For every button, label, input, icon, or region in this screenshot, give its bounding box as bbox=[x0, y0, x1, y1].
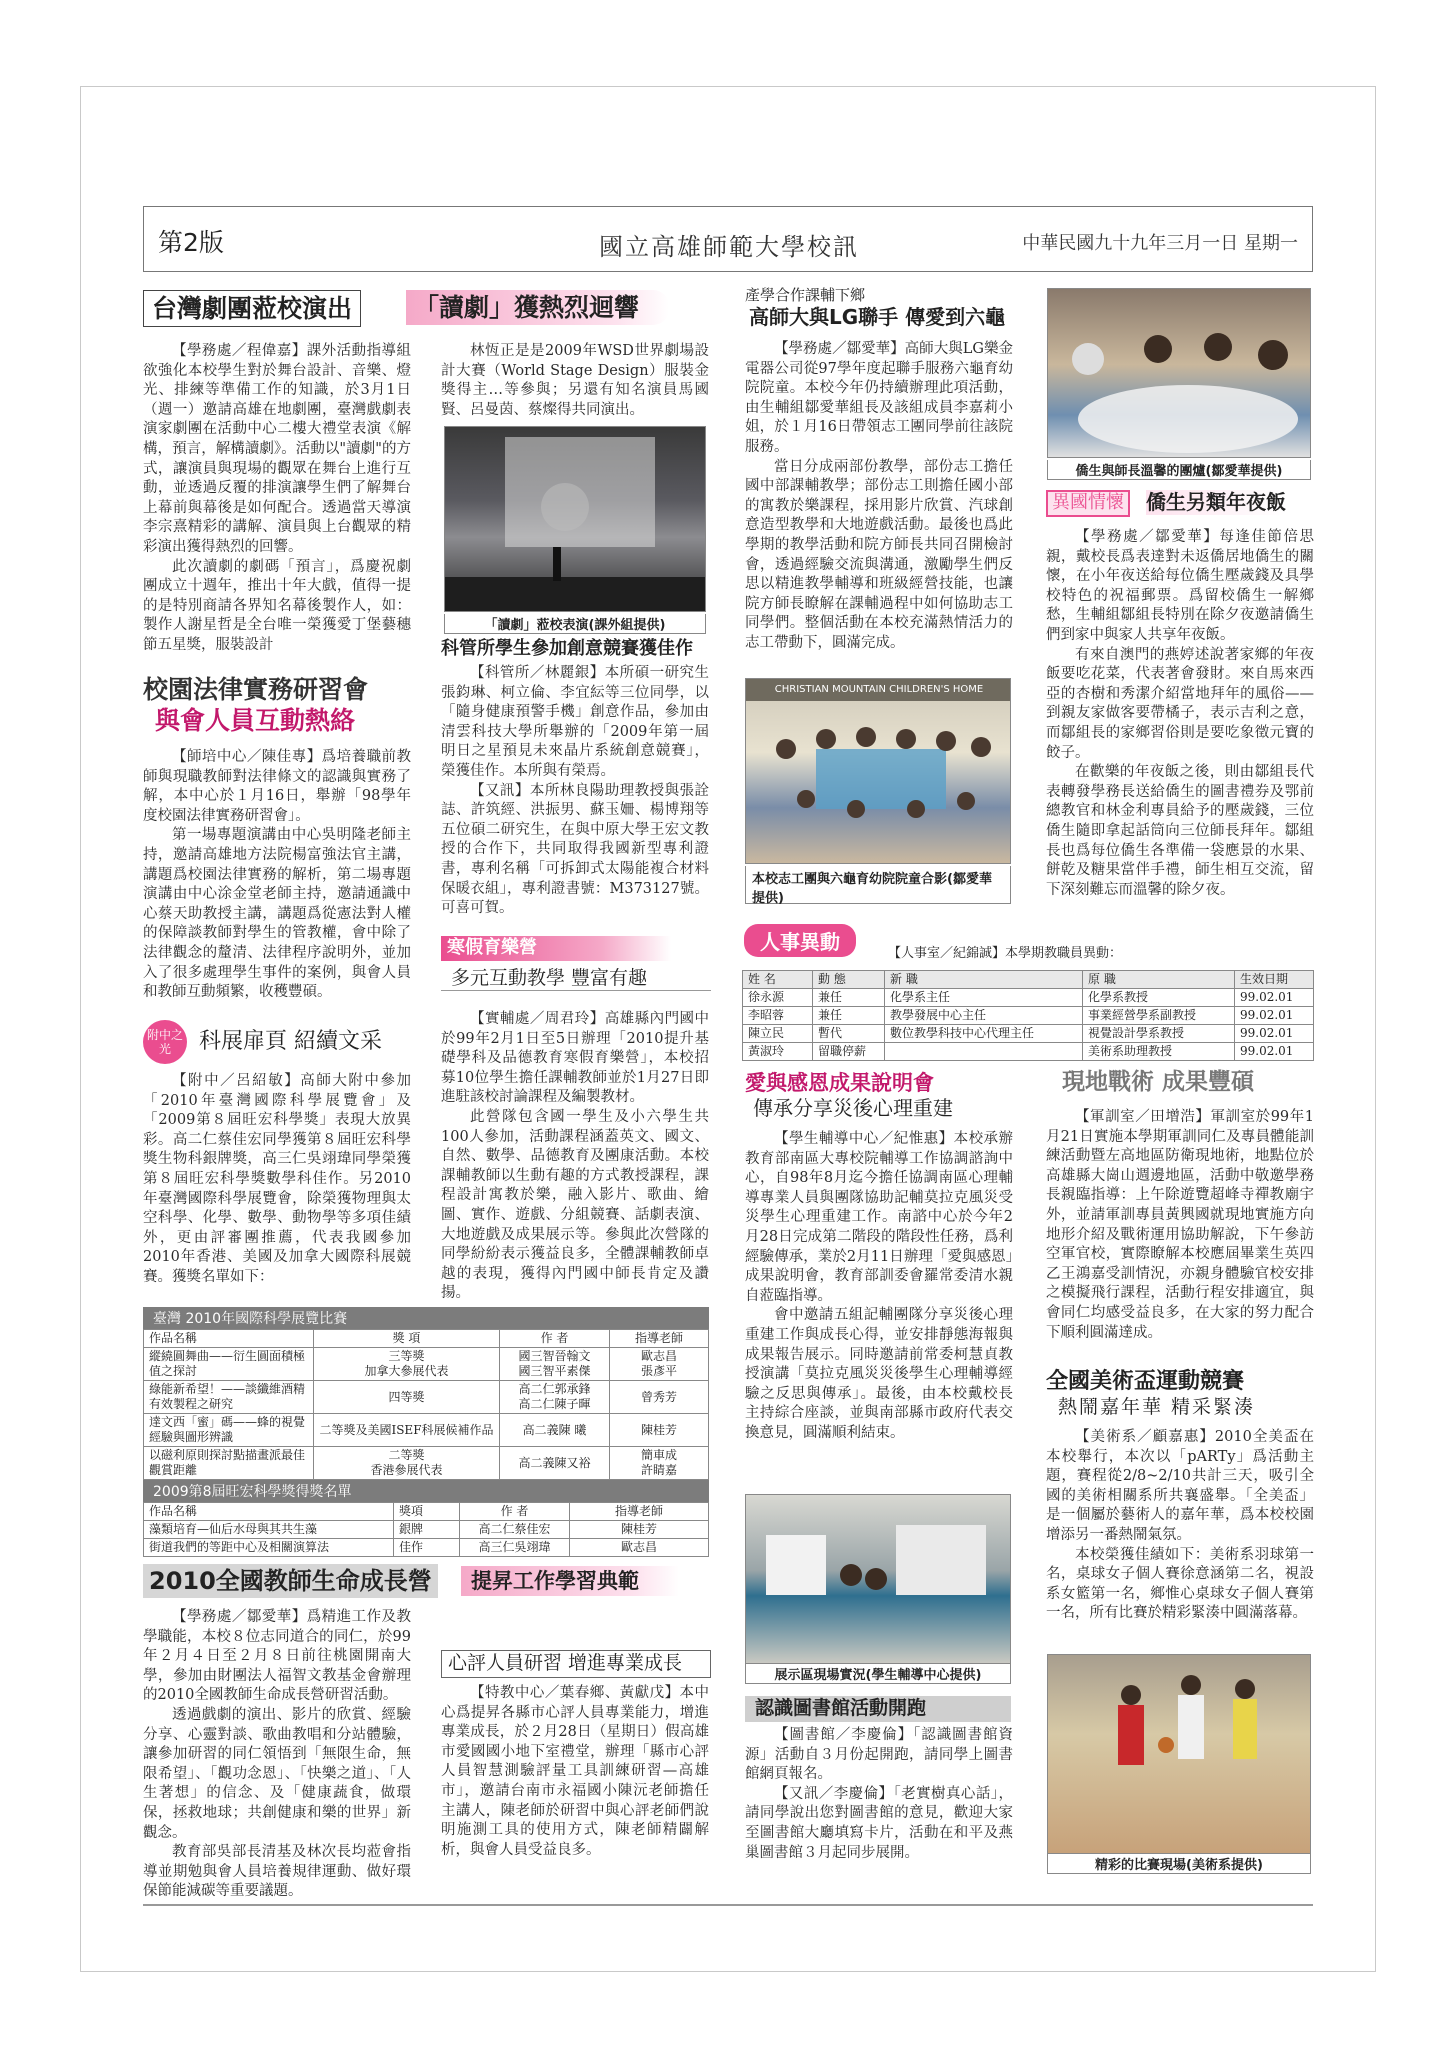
personnel-table bbox=[742, 970, 1314, 1061]
table-cell: 美術系助理教授 bbox=[1083, 1043, 1235, 1061]
table-cell: 歐志昌 bbox=[570, 1539, 709, 1557]
drama-title-b: 「讀劇」獲熱烈迴響 bbox=[406, 290, 669, 325]
military-title: 現地戰術 成果豐碩 bbox=[1062, 1069, 1255, 1095]
column-header: 作 者 bbox=[460, 1503, 570, 1521]
table-cell bbox=[885, 1043, 1083, 1061]
table-cell: 街道我們的等距中心及相關演算法 bbox=[144, 1539, 394, 1557]
law-headline bbox=[143, 674, 443, 744]
bottom-rule bbox=[143, 1904, 1313, 1906]
art-title: 全國美術盃運動競賽 bbox=[1046, 1369, 1245, 1394]
masthead bbox=[143, 206, 1313, 272]
science-title: 科展扉頁 紹續文采 bbox=[199, 1029, 382, 1054]
paper-name: 國立高雄師範大學校訊 bbox=[599, 233, 859, 261]
table-row bbox=[743, 1043, 1314, 1061]
drama-title-a: 台灣劇團蒞校演出 bbox=[143, 290, 361, 327]
art-caption: 精彩的比賽現場(美術系提供) bbox=[1047, 1854, 1311, 1874]
table-cell: 李昭蓉 bbox=[743, 1007, 813, 1025]
table-cell: 達文西「蜜」碼——蜂的視覺經驗與圖形辨識 bbox=[144, 1414, 314, 1447]
table-header-row bbox=[144, 1503, 709, 1521]
table-cell: 陳立民 bbox=[743, 1025, 813, 1043]
drama-photo bbox=[444, 426, 706, 612]
table-cell: 教學發展中心主任 bbox=[885, 1007, 1083, 1025]
table-row bbox=[144, 1447, 709, 1480]
table-cell: 藻類培育—仙后水母與其共生藻 bbox=[144, 1521, 394, 1539]
macronix-table-title: 2009第8屆旺宏科學獎得獎名單 bbox=[143, 1480, 709, 1502]
library-title: 認識圖書館活動開跑 bbox=[745, 1696, 1011, 1722]
table-row bbox=[743, 1025, 1314, 1043]
table-cell: 二等獎及美國ISEF科展候補作品 bbox=[314, 1414, 500, 1447]
counselor-body: 【特教中心／葉春鄉、黃獻戊】本中心爲提昇各縣市心評人員專業能力，增進專業成長，於２月28日（星期日）假高雄市愛國國小地下室禮堂，辦理「縣市心評人員智慧測驗評量工具訓練研習—高雄市」，邀請台南市永福國小陳沅老師擔任主講人，陳老師於研習中與心評老師們說明施測工具的使用方式，陳老師精闢解析，與會人員受益良多。 bbox=[441, 1685, 709, 1858]
column-header: 姓 名 bbox=[743, 971, 813, 989]
table-cell: 高二義陳 曦 bbox=[500, 1414, 610, 1447]
table-cell: 陳桂芳 bbox=[570, 1521, 709, 1539]
table-cell: 99.02.01 bbox=[1235, 989, 1314, 1007]
table-cell: 視覺設計學系教授 bbox=[1083, 1025, 1235, 1043]
table-cell: 陳桂芳 bbox=[610, 1414, 709, 1447]
table-row bbox=[144, 1414, 709, 1447]
table-cell: 兼任 bbox=[813, 1007, 885, 1025]
lg-headline bbox=[745, 284, 1045, 330]
isef-table-title: 臺灣 2010年國際科學展覽比賽 bbox=[143, 1307, 709, 1329]
photo-banner: CHRISTIAN MOUNTAIN CHILDREN'S HOME bbox=[746, 679, 1011, 701]
design-title: 科管所學生參加創意競賽獲佳作 bbox=[441, 638, 693, 659]
gratitude-headline bbox=[745, 1070, 1045, 1121]
table-cell: 留職停薪 bbox=[813, 1043, 885, 1061]
isef-results bbox=[143, 1329, 709, 1480]
science-badge: 附中之光 bbox=[143, 1020, 187, 1064]
gratitude-title: 愛與感恩成果說明會 bbox=[745, 1071, 934, 1095]
table-cell: 高二仁蔡佳宏 bbox=[460, 1521, 570, 1539]
overseas-title-b: 僑生另類年夜飯 bbox=[1146, 490, 1286, 514]
art-body: 【美術系／顧嘉惠】2010全美盃在本校舉行，本次以「pARTy」爲活動主題，賽程從2/8~2/10共計三天，吸引全國的美術相關系所共襄盛舉。「全美盃」是一個屬於藝術人的嘉年華，爲本校校園增添另一番熱鬧氣氛。 本校榮獲佳績如下：美術系羽球第一名，桌球女子個人賽徐意涵第二名，視設系女籃第一名，鄉惟心桌球女子個人賽第一名，所有比賽於精彩緊湊中圓滿落幕。 bbox=[1046, 1429, 1314, 1622]
column-header: 作品名稱 bbox=[144, 1330, 314, 1348]
drama-headline bbox=[143, 290, 708, 330]
table-row bbox=[144, 1381, 709, 1414]
table-cell: 99.02.01 bbox=[1235, 1043, 1314, 1061]
counselor-title: 心評人員研習 增進專業成長 bbox=[441, 1650, 711, 1678]
table-header-row bbox=[743, 971, 1314, 989]
teacher-title-a: 2010全國教師生命成長營 bbox=[143, 1564, 438, 1598]
teacher-headline bbox=[143, 1564, 711, 1602]
column-header: 指導老師 bbox=[570, 1503, 709, 1521]
lg-title: 高師大與LG聯手 傳愛到六龜 bbox=[749, 305, 1006, 329]
overseas-title-a: 異國情懷 bbox=[1046, 490, 1130, 517]
law-title-b: 與會人員互動熱絡 bbox=[155, 706, 356, 736]
isef-table bbox=[143, 1307, 709, 1557]
overseas-body: 【學務處／鄒愛華】每逢佳節倍思親，戴校長爲表達對未返僑居地僑生的關懷，在小年夜送給每位僑生壓歲錢及具學校特色的祝福郵票。爲留校僑生一解鄉愁，生輔組鄒組長特別在除夕夜邀請僑生們到家中與家人共享年夜飯。 有來自澳門的燕婷述說著家鄉的年夜飯要吃花菜，代表著會發財。來自馬來西亞的杏樹和秀潔介紹當地拜年的風俗——到親友家做客要帶橘子，表示吉利之意，而鄒組長的家鄉習俗則是要吃象徵元寶的餃子。 在歡樂的年夜飯之後，則由鄒組長代表轉發學務長送給僑生的圖書禮券及鄂前總教官和林金利專員給予的壓歲錢，三位僑生隨即拿起話筒向三位師長拜年。鄒組長也爲每位僑生各準備一袋應景的水果、餅乾及糖果當伴手禮，師生相互交流，留下深刻難忘而溫馨的除夕夜。 bbox=[1046, 529, 1314, 898]
personnel-intro: 【人事室／紀錦誠】本學期教職員異動： bbox=[888, 946, 1123, 961]
table-header-row bbox=[144, 1330, 709, 1348]
teacher-body: 【學務處／鄒愛華】爲精進工作及教學職能，本校８位志同道合的同仁，於99年２月４日至２月８日前往桃園開南大學，參加由財團法人福智文教基金會辦理的2010全國教師生命成長營研習活動。 透過戲劇的演出、影片的欣賞、經驗分享、心靈對談、歌曲教唱和分站體驗，讓參加研習的同仁領悟到「無限生命，無限希望」、「觀功念恩」、「快樂之道」、「人生著想」的信念、及「健康蔬食，做環保，拯救地球；共創健康和樂的世界」新觀念。 教育部吳部長清基及林次長均蒞會指導並期勉與會人員培養規律運動、做好環保節能減碳等重要議題。 bbox=[143, 1609, 411, 1900]
table-row bbox=[144, 1539, 709, 1557]
overseas-headline bbox=[1046, 490, 1316, 522]
column-header: 生效日期 bbox=[1235, 971, 1314, 989]
table-row bbox=[144, 1521, 709, 1539]
winter-tag: 寒假育樂營 bbox=[441, 936, 671, 961]
exhibition-photo-image bbox=[746, 1495, 1011, 1664]
table-cell: 佳作 bbox=[394, 1539, 460, 1557]
table-cell: 兼任 bbox=[813, 989, 885, 1007]
column-header: 原 職 bbox=[1083, 971, 1235, 989]
table-cell: 事業經營學系副教授 bbox=[1083, 1007, 1235, 1025]
drama-body-cont: 林恆正是是2009年WSD世界劇場設計大賽（World Stage Design）服裝金獎得主…等參與；另還有知名演員馬國賢、呂曼茵、蔡燦得共同演出。 bbox=[441, 343, 709, 418]
personnel-section bbox=[742, 924, 1314, 1064]
column-header: 新 職 bbox=[885, 971, 1083, 989]
table-cell: 99.02.01 bbox=[1235, 1025, 1314, 1043]
table-row bbox=[743, 1007, 1314, 1025]
table-cell: 二等獎 香港參展代表 bbox=[314, 1447, 500, 1480]
table-cell: 四等獎 bbox=[314, 1381, 500, 1414]
table-cell: 曾秀芳 bbox=[610, 1381, 709, 1414]
science-body: 【附中／呂紹敏】高師大附中參加「2010年臺灣國際科學展覽會」及「2009第８屆旺宏科學獎」表現大放異彩。高二仁蔡佳宏同學獲第８屆旺宏科學獎生物科銀牌獎，高三仁吳翊瑋同學榮獲第８屆旺宏科學獎數學科佳作。另2010年臺灣國際科學展覽會，除榮獲物理與太空科學、化學、數學、動物學等多項佳績外，更由評審團推薦，代表我國參加2010年香港、美國及加拿大國際科展競賽。獲獎名單如下： bbox=[143, 1073, 411, 1285]
table-cell: 徐永源 bbox=[743, 989, 813, 1007]
table-cell: 高二仁郭承鋒 高二仁陳子暉 bbox=[500, 1381, 610, 1414]
column-header: 作 者 bbox=[500, 1330, 610, 1348]
table-cell: 歐志昌 張彥平 bbox=[610, 1348, 709, 1381]
gratitude-caption: 展示區現場實況(學生輔導中心提供) bbox=[745, 1664, 1011, 1684]
science-headline bbox=[143, 1020, 443, 1066]
basketball-photo-image bbox=[1048, 1655, 1311, 1854]
table-cell: 99.02.01 bbox=[1235, 1007, 1314, 1025]
design-body: 【科管所／林麗銀】本所碩一研究生張鈞琳、柯立倫、李宜紜等三位同學，以「隨身健康預警手機」創意作品，參加由清雲科技大學所舉辦的「2009年第一屆明日之星預見未來晶片系統創意競賽」，榮獲佳作。本所與有榮焉。 【又訊】本所林良陽助理教授與張詮誌、許筑經、洪振男、蘇玉姍、楊博翔等五位碩二研究生，在與中原大學王宏文教授的合作下，共同取得我國新型專利證書，專利名稱「可拆卸式太陽能複合材料保暖衣組」，專利證書號：M373127號。可喜可賀。 bbox=[441, 665, 709, 917]
winter-title: 多元互動教學 豐富有趣 bbox=[441, 967, 711, 992]
table-cell: 三等獎 加拿大參展代表 bbox=[314, 1348, 500, 1381]
law-body: 【師培中心／陳佳專】爲培養職前教師與現職教師對法律條文的認識與實務了解，本中心於１月16日，舉辦「98學年度校園法律實務研習會」。 第一場專題演講由中心吳明隆老師主持，邀請高雄地方法院楊富強法官主講，講題爲校園法律實務的解析，第二場專題演講由中心涂金堂老師主持，邀請通識中心蔡天助教授主講，講題爲從憲法對人權的保障談教師對學生的管教權，會中除了法律觀念的釐清、法律程序說明外，並加入了很多處理學生事件的案例，與會人員和教師互動頻繁，收穫豐碩。 bbox=[143, 749, 411, 1001]
personnel-tag: 人事異動 bbox=[744, 924, 856, 957]
table-row bbox=[743, 989, 1314, 1007]
table-cell: 黃淑玲 bbox=[743, 1043, 813, 1061]
winter-body: 【實輔處／周君玲】高雄縣內門國中於99年2月1日至5日辦理「2010提升基礎學科及品德教育寒假育樂營」，本校招募10位學生擔任課輔教師並於1月27日即進駐該校討論課程及編製教材。 此營隊包含國一學生及小六學生共100人參加，活動課程涵蓋英文、國文、自然、數學、品德教育及團康活動。本校課輔教師以生動有趣的方式教授課程，課程設計寓教於樂，融入影片、歌曲、繪圖、實作、遊戲、分組競賽、話劇表演、大地遊戲及成果展示等。參與此次營隊的同學紛紛表示獲益良多，全體課輔教師卓越的表現，獲得內門國中師長肯定及讚揚。 bbox=[441, 1011, 709, 1302]
macronix-results bbox=[143, 1502, 709, 1557]
military-body: 【軍訓室／田增浩】軍訓室於99年1月21日實施本學期軍訓同仁及專員體能訓練活動暨左高地區防衛現地術，地點位於高雄縣大崗山週邊地區，活動中敬邀學務長親臨指導：上午除遊覽超峰寺禪教廟宇外，並請軍訓專員黃興國就現地實施方向地形介紹及戰術運用協助解說，下午參訪空軍官校，實際瞭解本校應屆畢業生英四乙王鴻嘉受訓情況，亦親身體驗官校安排之模擬飛行課程，活動行程安排適宜，與會同仁均感受益良多，在大家的努力配合下順利圓滿達成。 bbox=[1046, 1109, 1314, 1341]
art-subtitle: 熱鬧嘉年華 精采緊湊 bbox=[1058, 1395, 1256, 1418]
table-cell: 綠能新希望！——談纖維酒精有效製程之研究 bbox=[144, 1381, 314, 1414]
table-cell: 簡車成 許睛嘉 bbox=[610, 1447, 709, 1480]
dinner-photo-image bbox=[1048, 289, 1311, 458]
stage-image bbox=[445, 427, 706, 612]
lg-kicker: 產學合作課輔下鄉 bbox=[745, 286, 866, 304]
table-cell: 化學系教授 bbox=[1083, 989, 1235, 1007]
law-title-a: 校園法律實務研習會 bbox=[143, 675, 369, 704]
teacher-title-b: 提昇工作學習典範 bbox=[461, 1566, 679, 1596]
gratitude-photo bbox=[745, 1494, 1011, 1664]
lg-body: 【學務處／鄒愛華】高師大與LG樂金電器公司從97學年度起聯手服務六龜育幼院院童。本校今年仍持續辦理此項活動，由生輔組鄒愛華組長及該組成員李嘉莉小姐，於１月16日帶領志工團同學前往該院服務。 當日分成兩部份教學，部份志工擔任國中部課輔教學；部份志工則擔任國小部的寓教於樂課程，採用影片欣賞、汽球創意造型教學和大地遊戲活動。最後也爲此學期的教學活動和院方師長共同召開檢討會，透過經驗交流與溝通，激勵學生們反思以精進教學輔導和班級經營技能，也讓院方師長瞭解在課輔過程中如何協助志工同學們。整個活動在本校充滿熱情活力的志工帶動下，圓滿完成。 bbox=[745, 341, 1013, 651]
lg-caption: 本校志工團與六龜育幼院院童合影(鄒愛華提供) bbox=[745, 866, 1011, 904]
table-cell: 高二義陳又裕 bbox=[500, 1447, 610, 1480]
column-header: 指導老師 bbox=[610, 1330, 709, 1348]
table-cell: 高三仁吳翊瑋 bbox=[460, 1539, 570, 1557]
column-header: 作品名稱 bbox=[144, 1503, 394, 1521]
art-headline bbox=[1046, 1368, 1316, 1419]
overseas-photo bbox=[1047, 288, 1311, 458]
library-body: 【圖書館／李慶倫】「認識圖書館資源」活動自３月份起開跑，請同學上圖書館網頁報名。 【又訊／李慶倫】「老實樹真心話」，請同學說出您對圖書館的意見，歡迎大家至圖書館大廳填寫卡片，活動在和平及燕巢圖書館３月起同步展開。 bbox=[745, 1727, 1013, 1861]
table-row bbox=[144, 1348, 709, 1381]
drama-body: 【學務處／程偉嘉】課外活動指導組欲強化本校學生對於舞台設計、音樂、燈光、排練等準備工作的知識，於3月1日（週一）邀請高雄在地劇團，臺灣戲劇表演家劇團在活動中心二樓大禮堂表演《解構，預言，解構讀劇》。活動以"讀劇"的方式，讓演員與現場的觀眾在舞台上進行互動，並透過反覆的排演讓學生們了解舞台上幕前與幕後是如何配合。透過當天導演李宗熹精彩的講解、演員與上台觀眾的精彩演出獲得熱烈的回響。 此次讀劇的劇碼「預言」，爲慶祝劇團成立十週年，推出十年大戲，值得一提的是特別商請各界知名幕後製作人，如：製作人謝星哲是全台唯一榮獲愛丁堡藝穗節五星獎，服裝設計 bbox=[143, 343, 411, 653]
art-photo bbox=[1047, 1654, 1311, 1854]
table-cell: 暫代 bbox=[813, 1025, 885, 1043]
table-cell: 以磁利原則探討點描畫派最佳觀賞距離 bbox=[144, 1447, 314, 1480]
table-cell: 縱繞圓舞曲——衍生圓面積極值之探討 bbox=[144, 1348, 314, 1381]
group-photo-image bbox=[746, 679, 1011, 864]
column-header: 獎項 bbox=[394, 1503, 460, 1521]
gratitude-body: 【學生輔導中心／紀惟惠】本校承辦教育部南區大專校院輔導工作協調諮詢中心，自98年8月迄今擔任協調南區心理輔導專業人員與團隊協助記輔莫拉克風災受災學生心理重建工作。南諮中心於今年2月28日完成第二階段的階段性任務，爲利經驗傳承，業於2月11日辦理「愛與感恩」成果說明會，教育部訓委會羅常委清水親自蒞臨指導。 會中邀請五組記輔團隊分享災後心理重建工作與成長心得，並安排靜態海報與成果報告展示。同時邀請前常委柯慧貞教授演講「莫拉克風災災後學生心理輔導經驗之反思與傳承」。最後，由本校戴校長主持綜合座談，並與南部縣市政府代表交換意見，圓滿順利結束。 bbox=[745, 1131, 1013, 1441]
gratitude-subtitle: 傳承分享災後心理重建 bbox=[753, 1096, 953, 1121]
table-cell: 銀牌 bbox=[394, 1521, 460, 1539]
issue-number: 第2版 bbox=[158, 228, 224, 257]
column-header: 動 態 bbox=[813, 971, 885, 989]
issue-date: 中華民國九十九年三月一日 星期一 bbox=[1022, 233, 1298, 254]
table-cell: 國三智晉翰文 國三智平素傑 bbox=[500, 1348, 610, 1381]
winter-headline bbox=[441, 936, 711, 998]
drama-caption: 「讀劇」蒞校表演(課外組提供) bbox=[444, 614, 706, 634]
overseas-caption: 僑生與師長溫馨的團爐(鄒愛華提供) bbox=[1047, 460, 1311, 480]
lg-photo bbox=[745, 678, 1011, 864]
column-header: 獎 項 bbox=[314, 1330, 500, 1348]
table-cell: 數位教學科技中心代理主任 bbox=[885, 1025, 1083, 1043]
table-cell: 化學系主任 bbox=[885, 989, 1083, 1007]
